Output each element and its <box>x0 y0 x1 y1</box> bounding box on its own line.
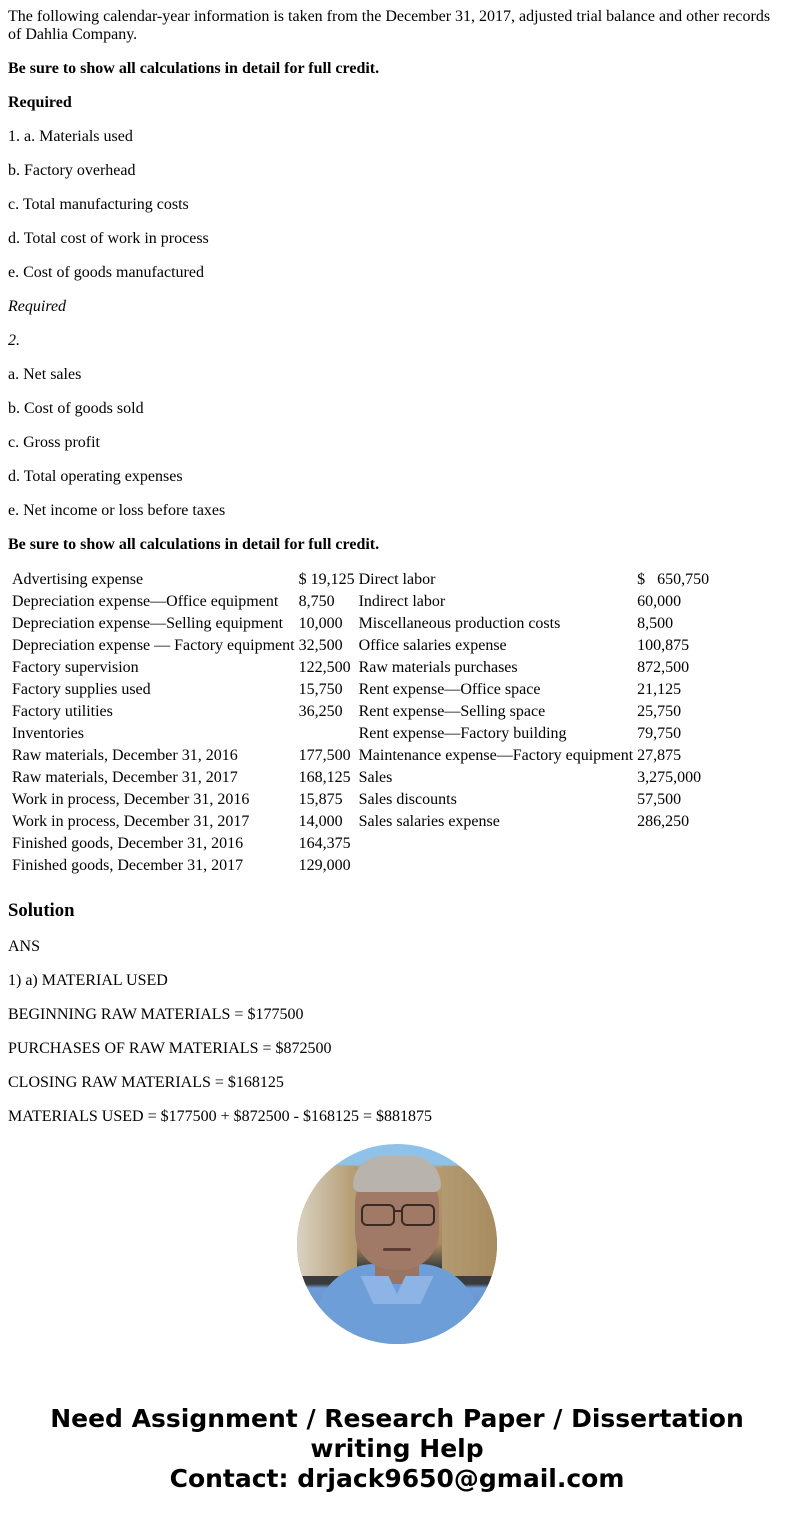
solution-line: CLOSING RAW MATERIALS = $168125 <box>8 1074 284 1091</box>
table-row <box>11 658 738 678</box>
right-label: Indirect labor <box>358 593 446 610</box>
right-label: Direct labor <box>358 571 436 588</box>
right-label: Rent expense—Office space <box>358 681 541 698</box>
required-2-item-e: e. Net income or loss before taxes <box>8 502 226 519</box>
table-row <box>11 746 738 766</box>
required-2-item-d: d. Total operating expenses <box>8 468 183 485</box>
promo-line-1: Need Assignment / Research Paper / Dissertation <box>50 1404 744 1433</box>
left-value: 10,000 <box>298 615 343 632</box>
left-label: Factory utilities <box>12 703 113 720</box>
right-label: Maintenance expense—Factory equipment <box>358 747 634 764</box>
table-row <box>11 790 738 810</box>
left-label: Depreciation expense—Selling equipment <box>12 615 284 632</box>
right-label: Miscellaneous production costs <box>358 615 561 632</box>
table-row <box>11 724 738 744</box>
right-value: 27,875 <box>637 747 682 764</box>
table-row <box>11 856 738 876</box>
instruction-text: Be sure to show all calculations in detail for full credit. <box>8 60 380 77</box>
left-label: Work in process, December 31, 2016 <box>12 791 250 808</box>
required-2-item-b: b. Cost of goods sold <box>8 400 144 417</box>
right-value: 79,750 <box>637 725 682 742</box>
left-label: Factory supplies used <box>12 681 151 698</box>
right-value: 872,500 <box>637 659 690 676</box>
required-1-item-a: 1. a. Materials used <box>8 128 133 145</box>
solution-line: MATERIALS USED = $177500 + $872500 - $168125 = $881875 <box>8 1108 432 1125</box>
solution-heading: Solution <box>8 900 75 921</box>
intro-text: The following calendar-year information is taken from the December 31, 2017, adjusted trial balance and other records of Dahlia Company. <box>8 8 771 43</box>
right-label: Raw materials purchases <box>358 659 518 676</box>
left-value: 8,750 <box>298 593 335 610</box>
left-value: 129,000 <box>298 857 351 874</box>
right-label: Rent expense—Factory building <box>358 725 567 742</box>
left-label: Finished goods, December 31, 2016 <box>12 835 244 852</box>
right-label: Sales <box>358 769 393 786</box>
left-value: 36,250 <box>298 703 343 720</box>
table-row <box>11 812 738 832</box>
right-value: 8,500 <box>637 615 674 632</box>
left-value <box>298 724 356 744</box>
left-label: Depreciation expense—Office equipment <box>12 593 279 610</box>
solution-line: BEGINNING RAW MATERIALS = $177500 <box>8 1006 304 1023</box>
left-value: 14,000 <box>298 813 343 830</box>
required-2-heading: Required <box>8 298 67 315</box>
right-value: 25,750 <box>637 703 682 720</box>
right-label: Sales salaries expense <box>358 813 500 830</box>
left-label: Depreciation expense — Factory equipment <box>12 637 295 654</box>
required-2-item-c: c. Gross profit <box>8 434 100 451</box>
table-row <box>11 834 738 854</box>
left-value: 15,875 <box>298 791 343 808</box>
right-label <box>358 856 635 876</box>
left-value: 32,500 <box>298 637 343 654</box>
required-2-item-a: a. Net sales <box>8 366 82 383</box>
left-value: 168,125 <box>298 769 351 786</box>
avatar <box>297 1144 497 1344</box>
left-value: $ 19,125 <box>298 571 355 588</box>
right-value: $ 650,750 <box>637 571 710 588</box>
author-photo <box>297 1144 497 1344</box>
left-label: Raw materials, December 31, 2016 <box>12 747 238 764</box>
solution-body <box>8 938 786 1126</box>
solution-line: 1) a) MATERIAL USED <box>8 972 168 989</box>
required-1-item-b: b. Factory overhead <box>8 162 136 179</box>
left-label: Raw materials, December 31, 2017 <box>12 769 238 786</box>
right-value: 100,875 <box>637 637 690 654</box>
left-label: Inventories <box>12 725 84 742</box>
promo-banner <box>0 1404 794 1494</box>
required-2-number: 2. <box>8 332 20 349</box>
right-value: 60,000 <box>637 593 682 610</box>
left-label: Work in process, December 31, 2017 <box>12 813 250 830</box>
required-1-item-c: c. Total manufacturing costs <box>8 196 189 213</box>
left-label: Advertising expense <box>12 571 144 588</box>
right-value <box>636 834 738 854</box>
table-row <box>11 636 738 656</box>
right-value: 3,275,000 <box>637 769 702 786</box>
table-row <box>11 680 738 700</box>
right-value: 21,125 <box>637 681 682 698</box>
table-row <box>11 614 738 634</box>
left-value: 122,500 <box>298 659 351 676</box>
table-row <box>11 768 738 788</box>
right-value: 57,500 <box>637 791 682 808</box>
left-value: 15,750 <box>298 681 343 698</box>
promo-line-2: writing Help <box>310 1434 484 1463</box>
table-row <box>11 592 738 612</box>
required-1-heading: Required <box>8 94 72 111</box>
right-label <box>358 834 635 854</box>
required-2-instruction: Be sure to show all calculations in detail for full credit. <box>8 536 380 553</box>
right-label: Sales discounts <box>358 791 457 808</box>
right-value: 286,250 <box>637 813 690 830</box>
required-1-item-e: e. Cost of goods manufactured <box>8 264 204 281</box>
left-value: 164,375 <box>298 835 351 852</box>
left-label: Factory supervision <box>12 659 139 676</box>
table-row <box>11 702 738 722</box>
table-row <box>11 570 738 590</box>
right-label: Rent expense—Selling space <box>358 703 546 720</box>
solution-line: ANS <box>8 938 41 955</box>
right-value <box>636 856 738 876</box>
trial-balance-table <box>9 568 740 878</box>
promo-contact: Contact: drjack9650@gmail.com <box>169 1464 625 1493</box>
right-label: Office salaries expense <box>358 637 507 654</box>
left-value: 177,500 <box>298 747 351 764</box>
left-label: Finished goods, December 31, 2017 <box>12 857 244 874</box>
solution-line: PURCHASES OF RAW MATERIALS = $872500 <box>8 1040 332 1057</box>
required-1-item-d: d. Total cost of work in process <box>8 230 209 247</box>
